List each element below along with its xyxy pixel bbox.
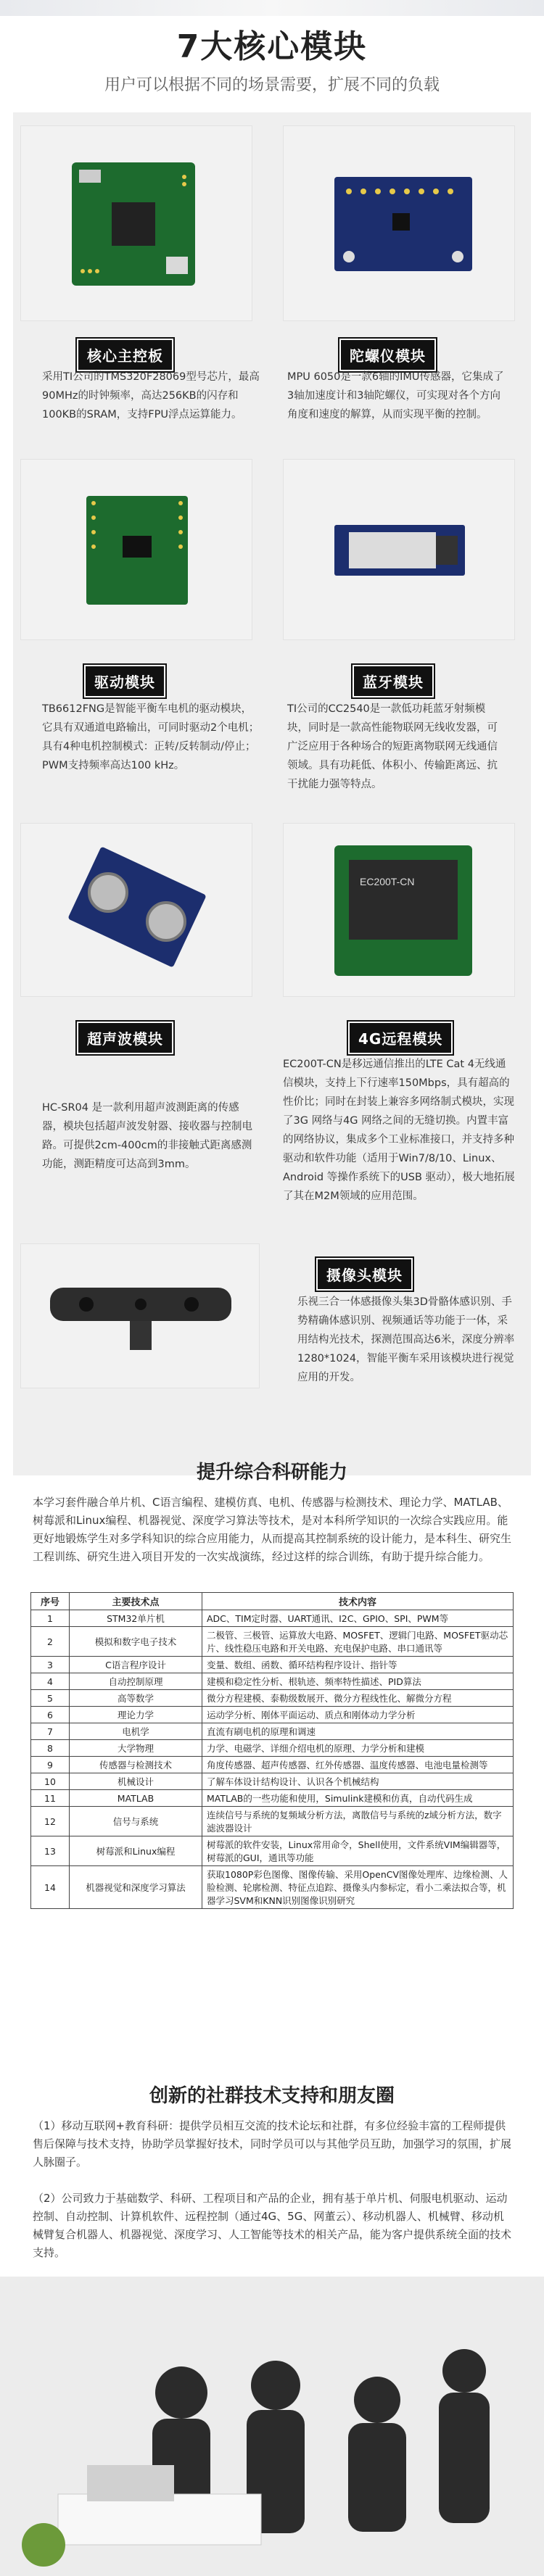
top-banner [0, 0, 544, 16]
table-row [31, 1657, 514, 1673]
module-label-main-board: 核心主控板 [77, 339, 173, 371]
table-cell: 1 [31, 1610, 70, 1627]
module-label-bluetooth: 蓝牙模块 [353, 665, 434, 697]
table-cell: 9 [31, 1757, 70, 1773]
table-cell: 二极管、三极管、运算放大电路、MOSFET、逻辑门电路、MOSFET驱动芯片、线性稳压电路和开关电路、充电保护电路、串口通讯等 [202, 1627, 514, 1657]
table-row [31, 1757, 514, 1773]
table-cell: 了解车体设计结构设计、认识各个机械结构 [202, 1773, 514, 1790]
table-cell: 5 [31, 1690, 70, 1707]
section-title-community: 创新的社群技术支持和朋友圈 [149, 2085, 395, 2107]
table-cell: 直流有刷电机的原理和调速 [202, 1723, 514, 1740]
table-row [31, 1707, 514, 1723]
module-label-camera: 摄像头模块 [316, 1258, 413, 1291]
tech-table [30, 1592, 514, 1909]
page-title: 7大核心模块 [176, 28, 368, 65]
table-cell: 力学、电磁学、详细介绍电机的原理、力学分析和建模 [202, 1740, 514, 1757]
table-cell: 传感器与检测技术 [70, 1757, 202, 1773]
table-cell: 4 [31, 1673, 70, 1690]
table-cell: 10 [31, 1773, 70, 1790]
bluetooth-icon [284, 460, 514, 639]
camera-photo [20, 1243, 260, 1388]
table-cell: 13 [31, 1836, 70, 1866]
table-cell: 运动学分析、刚体平面运动、质点和刚体动力学分析 [202, 1707, 514, 1723]
table-cell: 电机学 [70, 1723, 202, 1740]
table-cell: MATLAB的一些功能和使用，Simulink建模和仿真，自动代码生成 [202, 1790, 514, 1807]
table-cell: 建模和稳定性分析、根轨迹、频率特性描述、PID算法 [202, 1673, 514, 1690]
table-row [31, 1773, 514, 1790]
table-row [31, 1807, 514, 1836]
gyro-photo [283, 125, 515, 321]
table-header-1: 主要技术点 [70, 1593, 202, 1610]
table-row [31, 1836, 514, 1866]
module-desc-camera: 乐视三合一体感摄像头集3D骨骼体感识别、手势精确体感识别、视频通话等功能于一体，采用结构光技术，探测范围高达6米，深度分辨率1280*1024，智能平衡车采用该模块进行视觉应用的开发。 [297, 1296, 515, 1383]
table-cell: 高等数学 [70, 1690, 202, 1707]
4g-photo [283, 823, 515, 997]
table-cell: 变量、数组、函数、循环结构程序设计、指针等 [202, 1657, 514, 1673]
ultrasonic-photo [20, 823, 252, 997]
table-cell: 自动控制原理 [70, 1673, 202, 1690]
table-header-2: 技术内容 [202, 1593, 514, 1610]
table-cell: 8 [31, 1740, 70, 1757]
table-cell: 树莓派和Linux编程 [70, 1836, 202, 1866]
table-cell: ADC、TIM定时器、UART通讯、I2C、GPIO、SPI、PWM等 [202, 1610, 514, 1627]
module-desc-driver: TB6612FNG是智能平衡车电机的驱动模块，它具有双通道电路输出，可同时驱动2个电机；具有4种电机控制模式：正转/反转制动/停止；PWM支持频率高达100 kHz。 [42, 703, 260, 771]
table-cell: MATLAB [70, 1790, 202, 1807]
table-cell: 树莓派的软件安装，Linux常用命令，Shell使用，文件系统VIM编辑器等，树莓派的GUI，通讯等功能 [202, 1836, 514, 1866]
table-header-0: 序号 [31, 1593, 70, 1610]
modules-panel [13, 112, 531, 1475]
camera-icon [21, 1244, 259, 1388]
table-cell: 微分方程建模、泰勒级数展开、微分方程线性化、解微分方程 [202, 1690, 514, 1707]
table-cell: 模拟和数字电子技术 [70, 1627, 202, 1657]
table-cell: 大学物理 [70, 1740, 202, 1757]
table-cell: 信号与系统 [70, 1807, 202, 1836]
community-paragraph-2: （2）公司致力于基础数学、科研、工程项目和产品的企业，拥有基于单片机、伺服电机驱动、运动控制、自动控制、计算机软件、远程控制（通过4G、5G、网董云）、移动机器人、机械臂、移动机械臂复合机器人、机器视觉、深度学习、人工智能等技术的相关产品，能为客户提供系统全面的技术支持。 [33, 2192, 512, 2259]
team-photo-illustration [0, 2277, 544, 2576]
4g-module-icon [284, 824, 514, 996]
table-row [31, 1627, 514, 1657]
bluetooth-photo [283, 459, 515, 640]
svg-text:EC200T-CN: EC200T-CN [360, 876, 415, 887]
table-cell: 12 [31, 1807, 70, 1836]
community-paragraph-1: （1）移动互联网+教育科研：提供学员相互交流的技术论坛和社群，有多位经验丰富的工程师提供售后保障与技术支持，协助学员掌握好技术，同时学员可以与其他学员互助，加强学习的氛围，扩展人脉圈子。 [33, 2119, 512, 2169]
table-row [31, 1690, 514, 1707]
table-cell: 7 [31, 1723, 70, 1740]
module-desc-gyro: MPU 6050是一款6轴的IMU传感器，它集成了3轴加速度计和3轴陀螺仪，可实现对各个方向角度和速度的解算，从而实现平衡的控制。 [287, 371, 504, 421]
table-cell: STM32单片机 [70, 1610, 202, 1627]
driver-icon [21, 460, 252, 639]
research-paragraph: 本学习套件融合单片机、C语言编程、建模仿真、电机、传感器与检测技术、理论力学、MATLAB、树莓派和Linux编程、机器视觉、深度学习算法等技术，是对本科所学知识的一次综合实践应用。能更好地锻炼学生对多学科知识的综合应用能力，从而提高其控制系统的设计能力，是本科生、研究生工程训练、研究生进入项目开发的一次实战演练，经过这样的综合训练，有助于提升综合能力。 [33, 1496, 512, 1563]
table-cell: 6 [31, 1707, 70, 1723]
module-desc-bluetooth: TI公司的CC2540是一款低功耗蓝牙射频模块，同时是一款高性能物联网无线收发器，可广泛应用于各种场合的短距离物联网无线通信领域。具有功耗低、体积小、传输距离远、抗干扰能力强等特点。 [287, 703, 498, 790]
table-row [31, 1673, 514, 1690]
module-label-driver: 驱动模块 [84, 665, 165, 697]
table-cell: 机器视觉和深度学习算法 [70, 1866, 202, 1909]
section-title-research: 提升综合科研能力 [196, 1462, 347, 1483]
table-header-row [31, 1593, 514, 1610]
driver-photo [20, 459, 252, 640]
main-board-icon [21, 126, 252, 320]
table-cell: 连续信号与系统的复频域分析方法，离散信号与系统的z域分析方法，数字滤波器设计 [202, 1807, 514, 1836]
ultrasonic-icon [21, 824, 252, 996]
table-body [31, 1610, 514, 1909]
table-row [31, 1740, 514, 1757]
main-board-photo [20, 125, 252, 321]
table-cell: 理论力学 [70, 1707, 202, 1723]
module-label-ultrasonic: 超声波模块 [77, 1022, 173, 1054]
gyro-icon [284, 126, 514, 320]
table-cell: 机械设计 [70, 1773, 202, 1790]
module-desc-ultrasonic: HC-SR04 是一款利用超声波测距离的传感器，模块包括超声波发射器、接收器与控制电路。可提供2cm-400cm的非接触式距离感测功能，测距精度可达高到3mm。 [42, 1102, 252, 1170]
module-label-4g: 4G远程模块 [348, 1022, 453, 1054]
table-cell: 14 [31, 1866, 70, 1909]
table-row [31, 1610, 514, 1627]
table-row [31, 1866, 514, 1909]
table-cell: 3 [31, 1657, 70, 1673]
table-cell: 11 [31, 1790, 70, 1807]
table-cell: 2 [31, 1627, 70, 1657]
table-cell: C语言程序设计 [70, 1657, 202, 1673]
table-row [31, 1790, 514, 1807]
module-desc-4g: EC200T-CN是移远通信推出的LTE Cat 4无线通信模块，支持上下行速率150Mbps，具有超高的性价比；同时在封装上兼容多网络制式模块，实现了3G 网络与4G 网络之间的无缝切换。内置丰富的网络协议，集成多个工业标准接口，并支持多种驱动和软件功能（适用于Win7/8/10、Linux、Android 等操作系统下的USB 驱动），极大地拓展了其在M2M领域的应用范围。 [283, 1059, 515, 1202]
module-label-gyro: 陀螺仪模块 [339, 339, 436, 371]
module-desc-main-board: 采用TI公司的TMS320F28069型号芯片，最高90MHz的时钟频率，高达256KB的闪存和100KB的SRAM，支持FPU浮点运算能力。 [42, 371, 260, 421]
table-cell: 角度传感器、超声传感器、红外传感器、温度传感器、电池电量检测等 [202, 1757, 514, 1773]
table-cell: 获取1080P彩色图像、图像传输、采用OpenCV图像处理库、边缘检测、人脸检测、轮廓检测、特征点追踪、摄像头内参标定，看小二乘法拟合等，机器学习SVM和KNN识别图像识别研究 [202, 1866, 514, 1909]
team-photo [0, 2277, 544, 2576]
page-subtitle: 用户可以根据不同的场景需要，扩展不同的负载 [104, 76, 440, 94]
table-row [31, 1723, 514, 1740]
